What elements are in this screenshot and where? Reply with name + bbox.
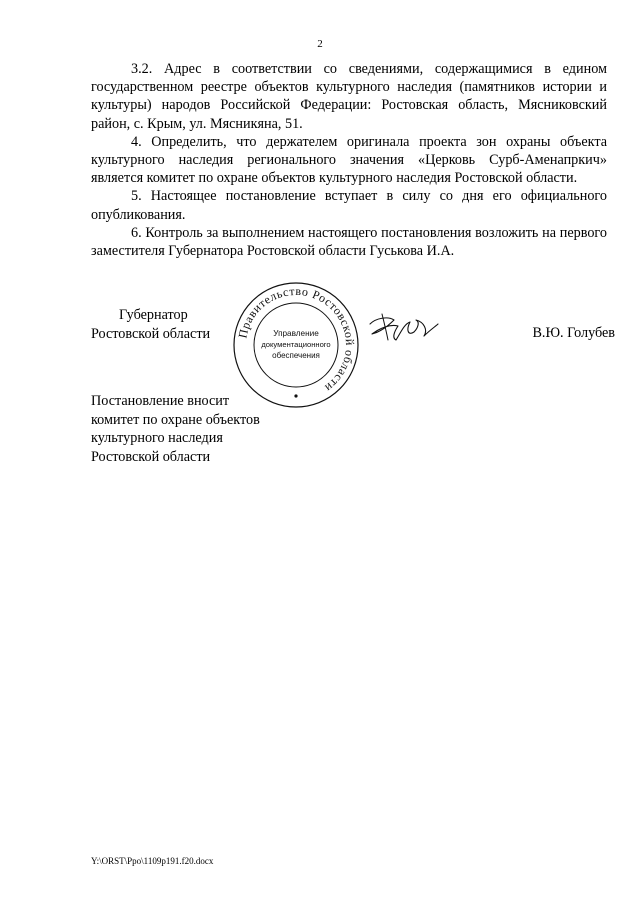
stamp-outer-text: Правительство Ростовской области bbox=[235, 283, 358, 396]
paragraph-6: 6. Контроль за выполнением настоящего постановления возложить на первого заместителя Губернатора Ростовской области Гуськова И.А. bbox=[91, 224, 607, 260]
submitted-by-line2: комитет по охране объектов bbox=[91, 411, 260, 428]
signatory-title-line2: Ростовской области bbox=[91, 325, 211, 342]
file-path: Y:\ORST\Ppo\1109p191.f20.docx bbox=[91, 856, 214, 866]
paragraph-4: 4. Определить, что держателем оригинала проекта зон охраны объекта культурного наследия регионального значения «Церковь Сурб-Аменапркич» является комитет по охране объектов культурного наследия Ростовской области. bbox=[91, 133, 607, 187]
paragraph-3-2: 3.2. Адрес в соответствии со сведениями, содержащимися в едином государственном реестре объектов культурного наследия (памятников истории и культуры) народов Российской Федерации: Ростовская область, Мясниковский район, с. Крым, ул. Мясникяна, 51. bbox=[91, 61, 607, 132]
paragraph-5: 5. Настоящее постановление вступает в силу со дня его официального опубликования. bbox=[91, 188, 607, 223]
signatory-title bbox=[91, 306, 231, 343]
stamp-inner-line3: обеспечения bbox=[272, 351, 320, 360]
signatory-name: В.Ю. Голубев bbox=[532, 325, 615, 341]
submitted-by-note bbox=[91, 392, 291, 466]
stamp-dot bbox=[294, 394, 297, 397]
page-number: 2 bbox=[317, 38, 323, 50]
signatory-title-line1: Губернатор bbox=[119, 307, 188, 323]
submitted-by-line1: Постановление вносит bbox=[91, 393, 230, 409]
official-stamp bbox=[231, 280, 361, 410]
signature-block bbox=[91, 283, 615, 396]
document-body bbox=[91, 60, 607, 260]
submitted-by-line4: Ростовской области bbox=[91, 448, 211, 465]
stamp-inner-line1: Управление bbox=[273, 329, 319, 338]
submitted-by-line3: культурного наследия bbox=[91, 430, 223, 446]
stamp-inner-line2: документационного bbox=[261, 340, 331, 349]
handwritten-signature bbox=[366, 310, 441, 346]
